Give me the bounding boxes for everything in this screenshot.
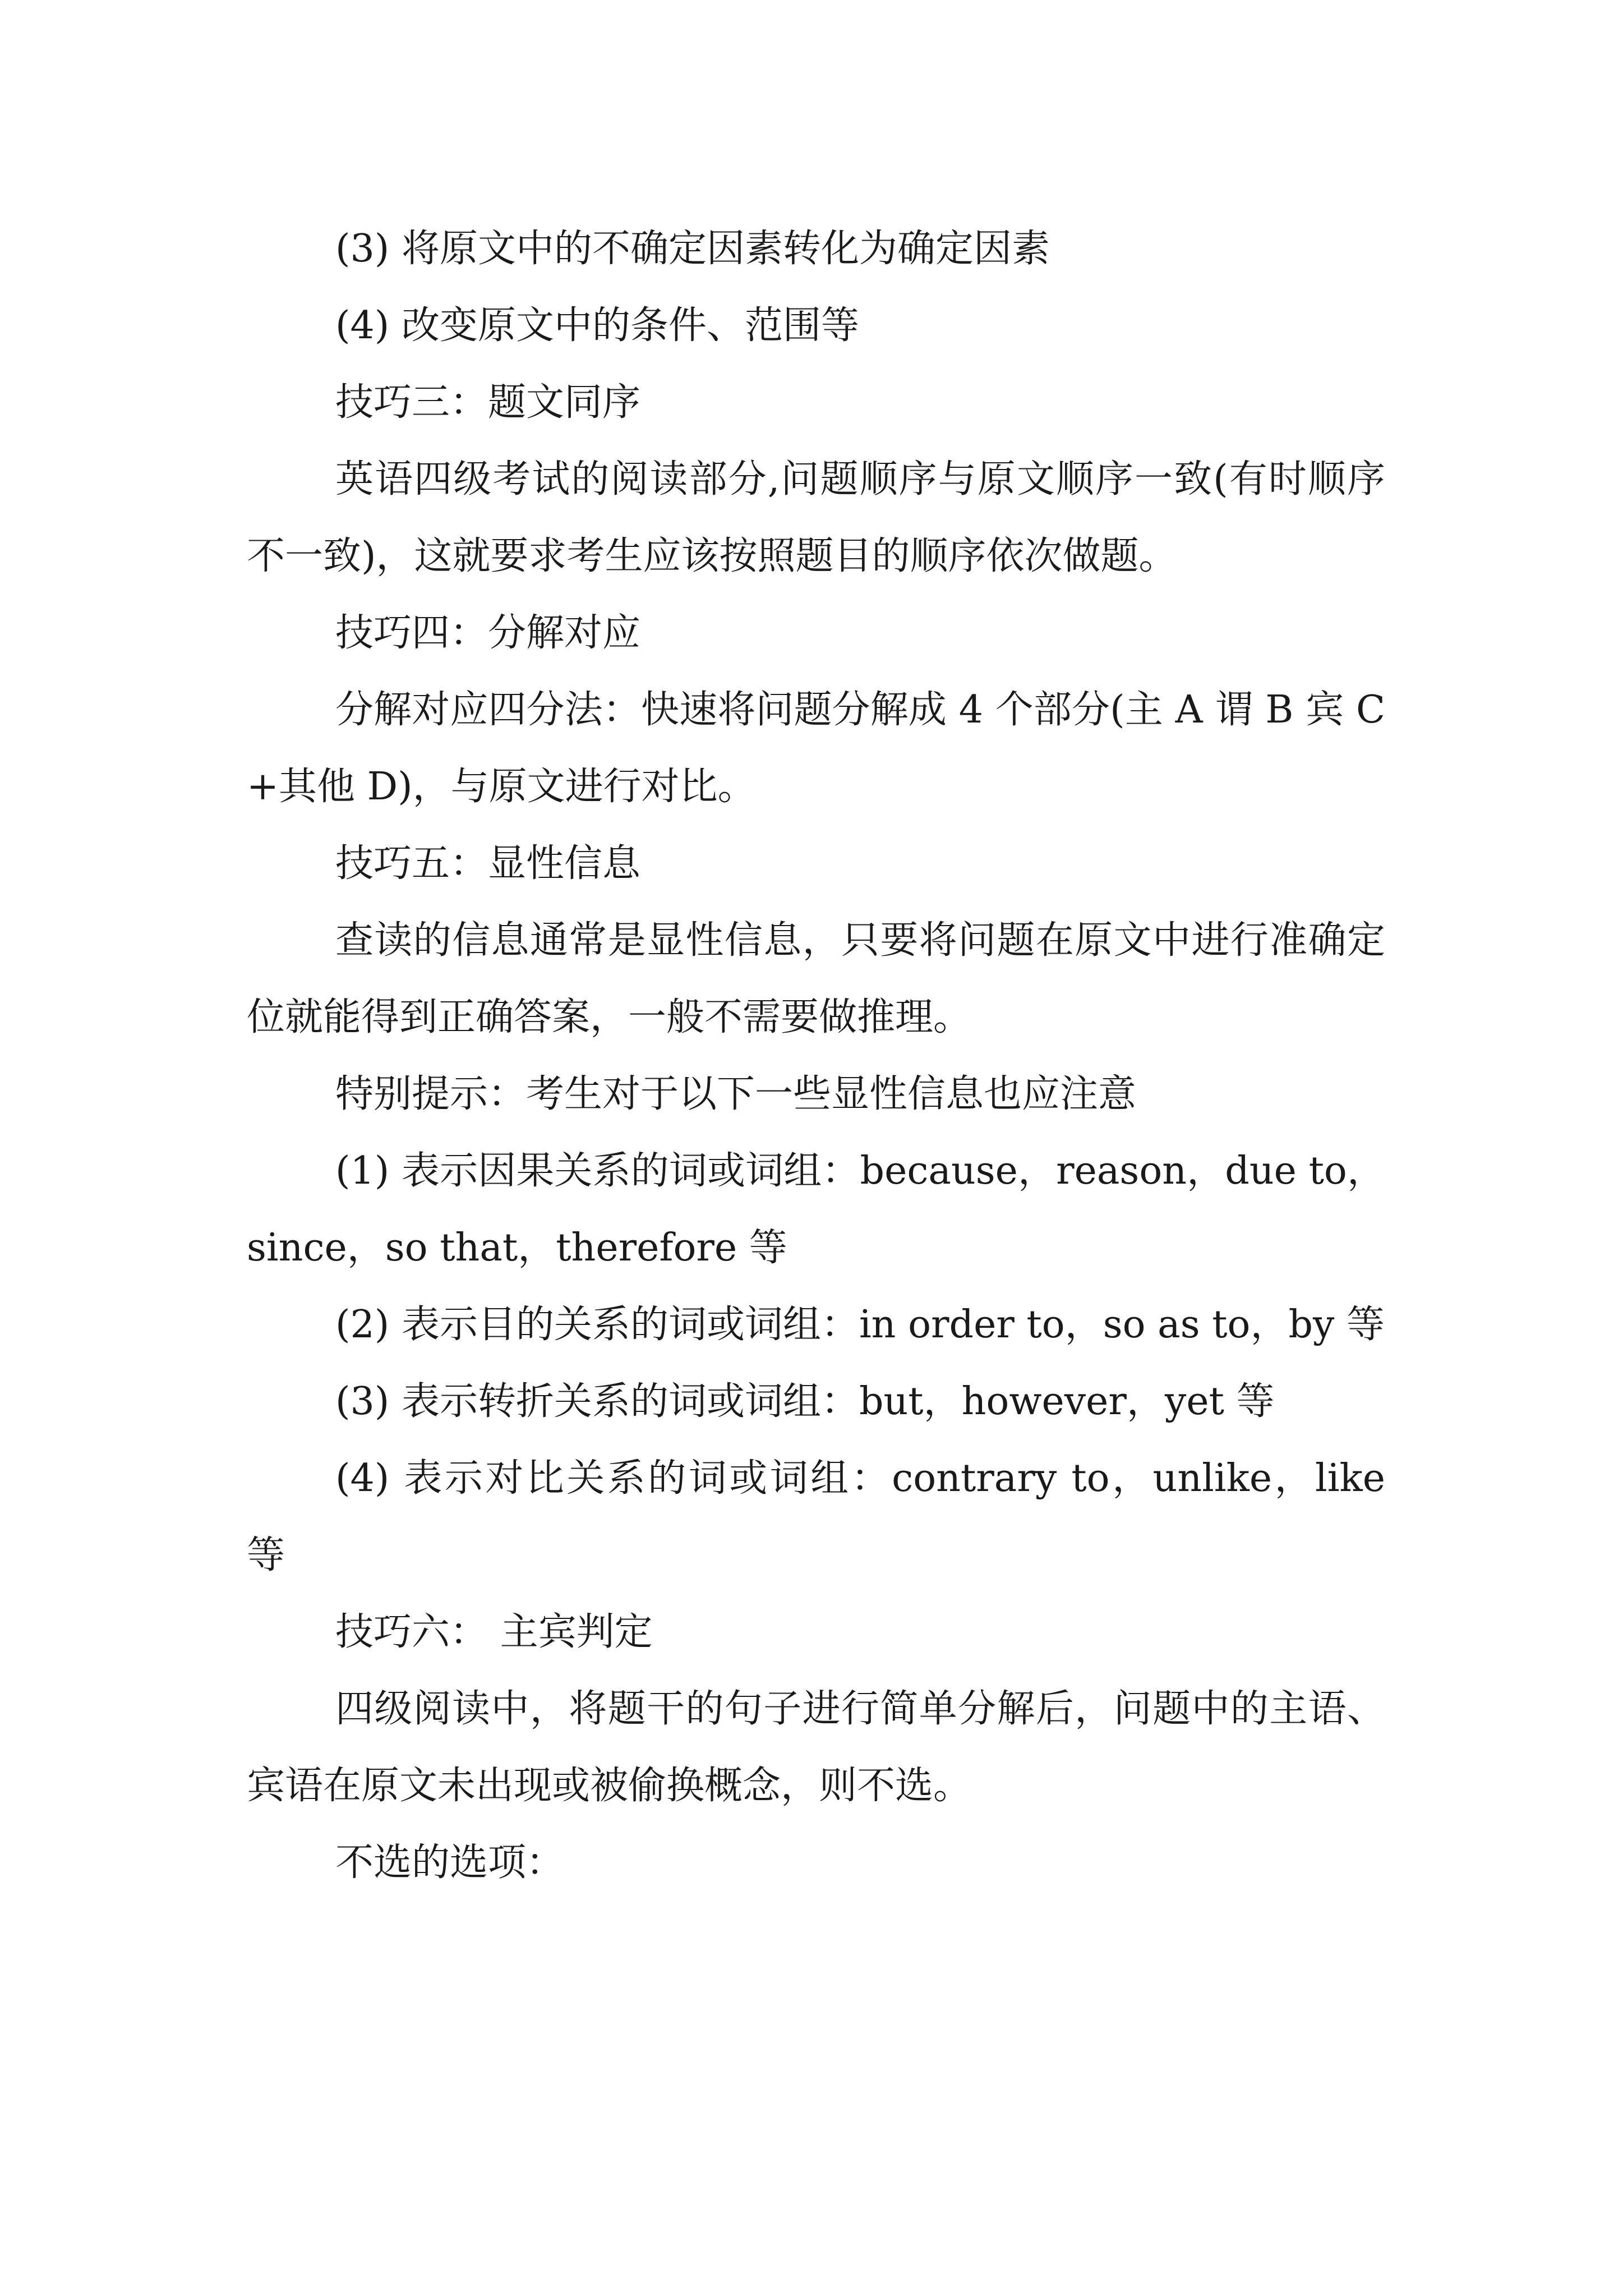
- paragraph-3-uncertain-to-certain: (3) 将原文中的不确定因素转化为确定因素: [335, 227, 1050, 271]
- document-body: [247, 210, 1385, 1901]
- paragraph-tip-three-body: 英语四级考试的阅读部分,问题顺序与原文顺序一致(有时顺序不一致)，这就要求考生应该按照题目的顺序依次做题。: [247, 457, 1385, 578]
- heading-tip-five: 技巧五：显性信息: [335, 841, 641, 886]
- excluded-options-label: 不选的选项：: [335, 1841, 565, 1885]
- list-item-comparison: (4) 表示对比关系的词或词组：contrary to，unlike，like 等: [247, 1456, 1385, 1577]
- paragraph-tip-six-body: 四级阅读中，将题干的句子进行简单分解后，问题中的主语、宾语在原文未出现或被偷换概念，则不选。: [247, 1687, 1385, 1808]
- heading-tip-three: 技巧三：题文同序: [335, 380, 641, 425]
- heading-tip-four: 技巧四：分解对应: [335, 611, 641, 655]
- paragraph-4-change-conditions: (4) 改变原文中的条件、范围等: [335, 303, 859, 348]
- paragraph-tip-five-body: 查读的信息通常是显性信息，只要将问题在原文中进行准确定位就能得到正确答案，一般不需要做推理。: [247, 918, 1385, 1039]
- list-item-contrast: (3) 表示转折关系的词或词组：but，however，yet 等: [335, 1379, 1275, 1424]
- special-note: 特别提示：考生对于以下一些显性信息也应注意: [335, 1072, 1137, 1116]
- list-item-cause-effect: (1) 表示因果关系的词或词组：because，reason，due to，since，so that，therefore 等: [247, 1149, 1385, 1270]
- list-item-purpose: (2) 表示目的关系的词或词组：in order to，so as to，by 等: [335, 1303, 1385, 1347]
- heading-tip-six: 技巧六： 主宾判定: [335, 1610, 653, 1654]
- paragraph-tip-four-body: 分解对应四分法：快速将问题分解成 4 个部分(主 A 谓 B 宾 C+其他 D)，与原文进行对比。: [247, 688, 1385, 809]
